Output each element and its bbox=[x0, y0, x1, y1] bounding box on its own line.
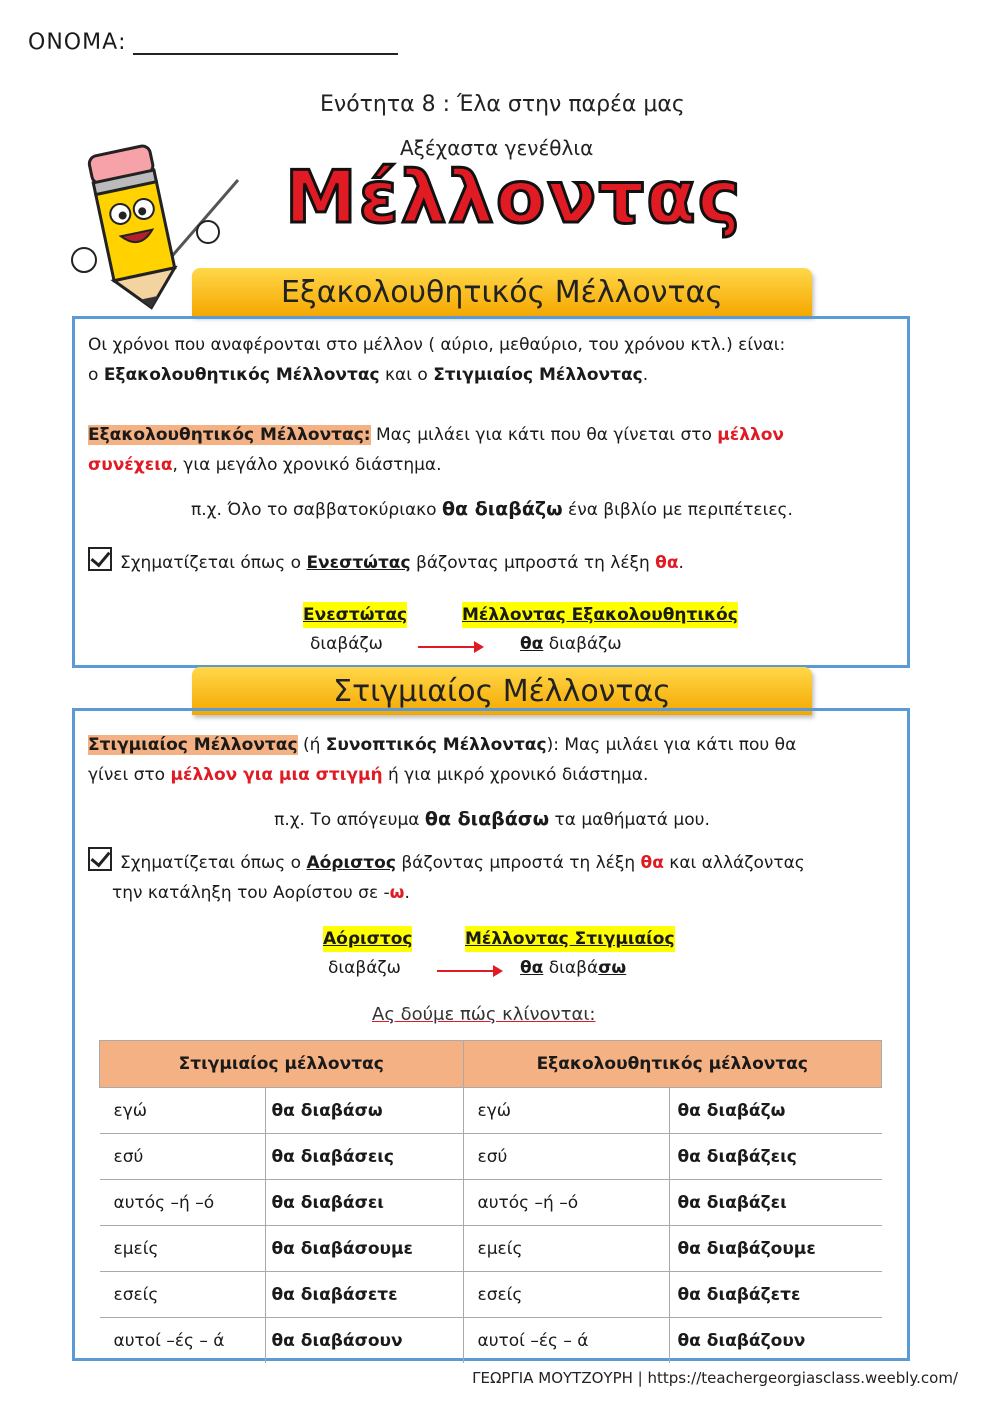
lesson-title: Αξέχαστα γενέθλια bbox=[400, 136, 594, 160]
simple-form-cell: θα διαβάσουμε bbox=[265, 1226, 463, 1272]
simple-rule: Σχηματίζεται όπως ο Αόριστος βάζοντας μπροστά τη λέξη θα και αλλάζοντας την κατάληξη του Αορίστου σε -ω. bbox=[88, 847, 896, 908]
intro-line-b: ο Εξακολουθητικός Μέλλοντας και ο Στιγμιαίος Μέλλοντας. bbox=[88, 365, 649, 385]
arrow-icon bbox=[437, 970, 501, 972]
continuous-form-cell: θα διαβάζω bbox=[669, 1088, 882, 1134]
person-cell: αυτός –ή –ό bbox=[100, 1180, 266, 1226]
table-row bbox=[100, 1226, 882, 1272]
pencil-body bbox=[96, 182, 175, 281]
aorist-label: Αόριστος bbox=[323, 926, 412, 952]
person-cell: αυτοί –ές – ά bbox=[463, 1318, 669, 1364]
simple-form-cell: θα διαβάσετε bbox=[265, 1272, 463, 1318]
pencil-hand-left bbox=[72, 248, 96, 272]
person-cell: εσύ bbox=[100, 1134, 266, 1180]
present-word: διαβάζω bbox=[310, 634, 383, 654]
continuous-form-cell: θα διαβάζουμε bbox=[669, 1226, 882, 1272]
simple-form-cell: θα διαβάσεις bbox=[265, 1134, 463, 1180]
conjugation-table bbox=[99, 1040, 882, 1363]
continuous-form-cell: θα διαβάζεις bbox=[669, 1134, 882, 1180]
continuous-form-cell: θα διαβάζει bbox=[669, 1180, 882, 1226]
simple-future-label: Μέλλοντας Στιγμιαίος bbox=[465, 926, 675, 952]
intro-paragraph bbox=[88, 330, 896, 390]
continuous-future-word: θα διαβάζω bbox=[520, 634, 622, 654]
table-row bbox=[100, 1272, 882, 1318]
person-cell: εμείς bbox=[463, 1226, 669, 1272]
conjugation-heading: Ας δούμε πώς κλίνονται: bbox=[372, 1004, 596, 1025]
table-row bbox=[100, 1134, 882, 1180]
intro-line-a: Οι χρόνοι που αναφέρονται στο μέλλον ( αύριο, μεθαύριο, του χρόνου κτλ.) είναι: bbox=[88, 335, 786, 355]
pencil-hand-right bbox=[197, 221, 219, 243]
table-row bbox=[100, 1318, 882, 1364]
person-cell: αυτός –ή –ό bbox=[463, 1180, 669, 1226]
unit-title: Ενότητα 8 : Έλα στην παρέα μας bbox=[320, 92, 685, 117]
table-row bbox=[100, 1180, 882, 1226]
arrow-icon bbox=[418, 646, 482, 648]
aorist-word: διαβάζω bbox=[328, 958, 401, 978]
continuous-form-cell: θα διαβάζετε bbox=[669, 1272, 882, 1318]
continuous-example: π.χ. Όλο το σαββατοκύριακο θα διαβάζω ένα βιβλίο με περιπέτειες. bbox=[191, 498, 793, 520]
person-cell: εσύ bbox=[463, 1134, 669, 1180]
checkbox-icon bbox=[88, 547, 112, 571]
simple-form-cell: θα διαβάσει bbox=[265, 1180, 463, 1226]
simple-example: π.χ. Το απόγευμα θα διαβάσω τα μαθήματά μου. bbox=[274, 808, 710, 830]
name-blank[interactable] bbox=[133, 35, 398, 55]
header-simple-future: Στιγμιαίος μέλλοντας bbox=[100, 1041, 464, 1088]
person-cell: εμείς bbox=[100, 1226, 266, 1272]
simple-term: Στιγμιαίος Μέλλοντας bbox=[88, 735, 298, 755]
header-continuous-future: Εξακολουθητικός μέλλοντας bbox=[463, 1041, 882, 1088]
name-label: ΟΝΟΜΑ: bbox=[28, 30, 127, 55]
table-header-row bbox=[100, 1041, 882, 1088]
person-cell: αυτοί –ές – ά bbox=[113, 1330, 225, 1351]
continuous-term: Εξακολουθητικός Μέλλοντας: bbox=[88, 425, 371, 445]
banner-continuous-future: Εξακολουθητικός Μέλλοντας bbox=[192, 268, 812, 316]
banner-simple-future: Στιγμιαίος Μέλλοντας bbox=[192, 667, 812, 715]
person-cell: εγώ bbox=[463, 1088, 669, 1134]
table-row bbox=[100, 1088, 882, 1134]
continuous-form-cell: θα διαβάζουν bbox=[669, 1318, 882, 1364]
simple-form-cell: θα διαβάσουν bbox=[265, 1318, 463, 1364]
continuous-definition: Εξακολουθητικός Μέλλοντας: Μας μιλάει για κάτι που θα γίνεται στο μέλλον συνέχεια, για μεγάλο χρονικό διάστημα. bbox=[88, 425, 785, 475]
present-label: Ενεστώτας bbox=[303, 602, 407, 628]
person-cell: εσείς bbox=[100, 1272, 266, 1318]
person-cell: εσείς bbox=[463, 1272, 669, 1318]
footer-credit: ΓΕΩΡΓΙΑ ΜΟΥΤΖΟΥΡΗ | https://teachergeorgiasclass.weebly.com/ bbox=[472, 1369, 958, 1387]
continuous-future-label: Μέλλοντας Εξακολουθητικός bbox=[462, 602, 738, 628]
simple-form-cell: θα διαβάσω bbox=[265, 1088, 463, 1134]
continuous-rule: Σχηματίζεται όπως ο Ενεστώτας βάζοντας μπροστά τη λέξη θα. bbox=[88, 547, 896, 578]
person-cell: εγώ bbox=[100, 1088, 266, 1134]
simple-future-word: θα διαβάσω bbox=[520, 958, 627, 978]
page-title: Μέλλοντας bbox=[285, 155, 743, 239]
checkbox-icon bbox=[88, 847, 112, 871]
simple-definition: Στιγμιαίος Μέλλοντας (ή Συνοπτικός Μέλλοντας): Μας μιλάει για κάτι που θα γίνει στο μέλλον για μια στιγμή ή για μικρό χρονικό διάστημα. bbox=[88, 735, 797, 785]
name-field-row bbox=[28, 30, 398, 55]
